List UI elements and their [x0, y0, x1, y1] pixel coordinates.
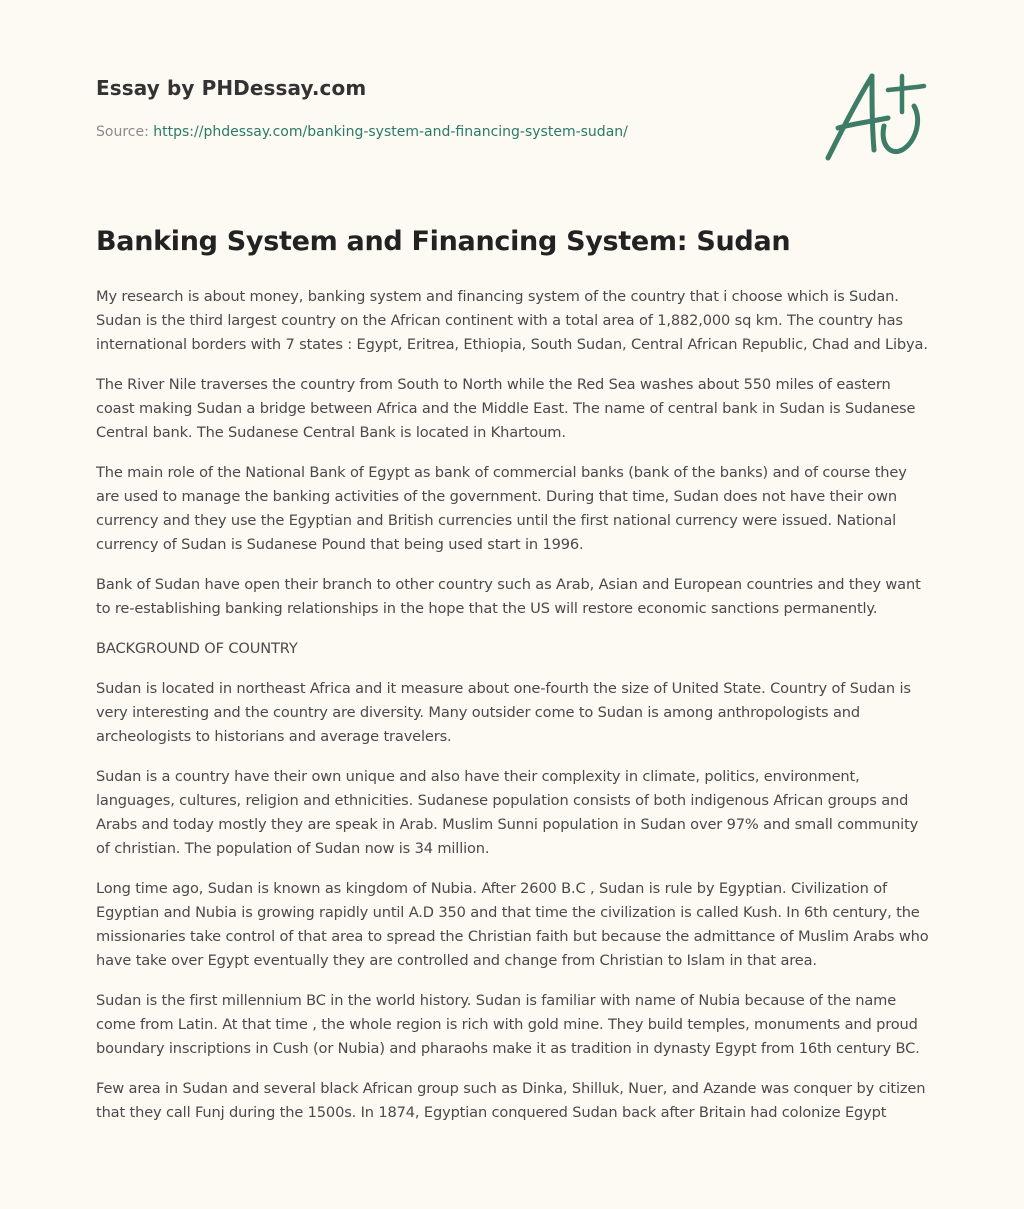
- paragraph: Sudan is a country have their own unique and also have their complexity in climate, politics, environment, languages, cultures, religion and ethnicities. Sudanese population consists of both indigenous African groups and Arabs and today mostly they are speak in Arab. Muslim Sunni population in Sudan over 97% and small community of christian. The population of Sudan now is 34 million.: [96, 768, 919, 857]
- essay-body: [96, 285, 932, 1141]
- paragraph: My research is about money, banking system and financing system of the country that i choose which is Sudan. Sudan is the third largest country on the African continent with a total area of 1,882,000 sq km. The country has international borders with 7 states : Egypt, Eritrea, Ethiopia, South Sudan, Central African Republic, Chad and Libya.: [96, 288, 928, 353]
- paragraph: Sudan is located in northeast Africa and it measure about one-fourth the size of United State. Country of Sudan is very interesting and the country are diversity. Many outsider come to Sudan is among anthropologists and archeologists to historians and average travelers.: [96, 680, 911, 745]
- paragraph: Few area in Sudan and several black African group such as Dinka, Shilluk, Nuer, and Azande was conquer by citizen that they call Funj during the 1500s. In 1874, Egyptian conquered Sudan back after Britain had colonize Egypt: [96, 1080, 926, 1121]
- a-plus-logo-icon: [822, 68, 928, 164]
- source-link[interactable]: https://phdessay.com/banking-system-and-financing-system-sudan/: [153, 124, 628, 140]
- source-line: [96, 124, 628, 140]
- paragraph: The River Nile traverses the country from South to North while the Red Sea washes about 550 miles of eastern coast making Sudan a bridge between Africa and the Middle East. The name of central bank in Sudan is Sudanese Central bank. The Sudanese Central Bank is located in Khartoum.: [96, 376, 916, 441]
- paragraph: Bank of Sudan have open their branch to other country such as Arab, Asian and European countries and they want to re-establishing banking relationships in the hope that the US will restore economic sanctions permanently.: [96, 576, 921, 617]
- essay-title: Banking System and Financing System: Sudan: [96, 226, 791, 257]
- site-title: Essay by PHDessay.com: [96, 76, 367, 100]
- paragraph: The main role of the National Bank of Egypt as bank of commercial banks (bank of the banks) and of course they are used to manage the banking activities of the government. During that time, Sudan does not have their own currency and they use the Egyptian and British currencies until the first national currency were issued. National currency of Sudan is Sudanese Pound that being used start in 1996.: [96, 464, 907, 553]
- paragraph: Long time ago, Sudan is known as kingdom of Nubia. After 2600 B.C , Sudan is rule by Egyptian. Civilization of Egyptian and Nubia is growing rapidly until A.D 350 and that time the civilization is called Kush. In 6th century, the missionaries take control of that area to spread the Christian faith but because the admittance of Muslim Arabs who have take over Egypt eventually they are controlled and change from Christian to Islam in that area.: [96, 880, 929, 969]
- paragraph: Sudan is the first millennium BC in the world history. Sudan is familiar with name of Nubia because of the name come from Latin. At that time , the whole region is rich with gold mine. They build temples, monuments and proud boundary inscriptions in Cush (or Nubia) and pharaohs make it as tradition in dynasty Egypt from 16th century BC.: [96, 992, 920, 1057]
- section-heading: BACKGROUND OF COUNTRY: [96, 640, 298, 657]
- source-label: Source:: [96, 124, 154, 140]
